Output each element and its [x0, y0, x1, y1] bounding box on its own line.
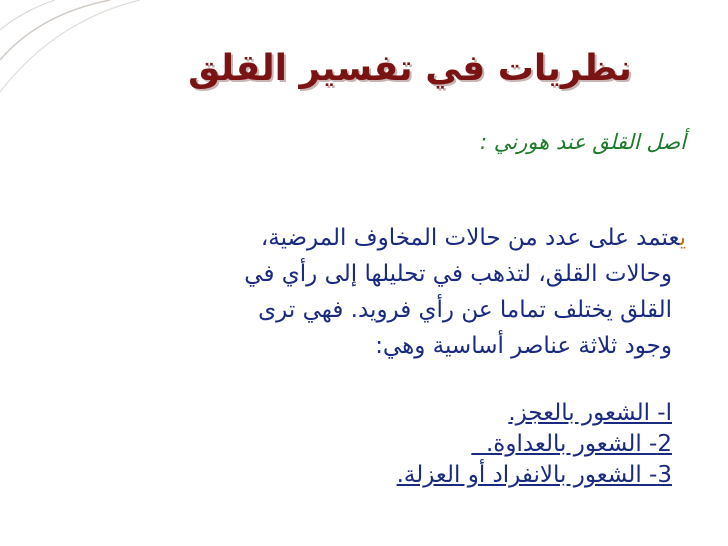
paragraph-line-4: وجود ثلاثة عناصر أساسية وهي: — [375, 333, 672, 359]
list-item-1: ا- الشعور بالعجز. — [508, 400, 672, 426]
top-left-arc-2 — [0, 0, 140, 92]
paragraph — [106, 220, 686, 364]
list-item-3: 3- الشعور بالانفراد أو العزلة. — [396, 462, 672, 488]
paragraph-line-2: وحالات القلق، لتذهب في تحليلها إلى رأي في — [244, 261, 672, 287]
paragraph-line-text: عتمد على عدد من حالات المخاوف المرضية، — [260, 225, 680, 251]
slide-subtitle: أصل القلق عند هورني : — [480, 130, 686, 154]
top-left-arc — [0, 0, 110, 60]
slide-title: نظريات في تفسير القلق — [188, 48, 632, 89]
paragraph-line-3: القلق يختلف تماما عن رأي فرويد. فهي ترى — [258, 297, 672, 323]
bullet-marker: ي — [679, 225, 686, 251]
elements-list — [397, 398, 672, 491]
paragraph-line-1 — [106, 220, 686, 256]
top-left-arc-3 — [0, 0, 55, 30]
list-item-2: 2- الشعور بالعداوة. — [471, 431, 672, 457]
